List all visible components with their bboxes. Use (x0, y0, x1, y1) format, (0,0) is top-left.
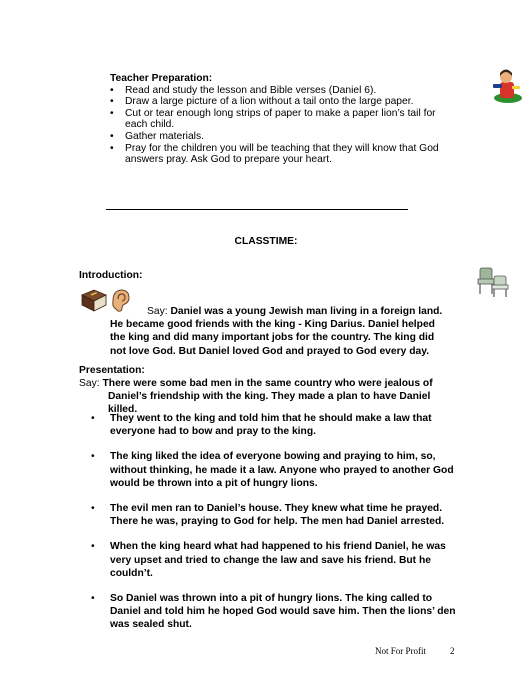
introduction-title: Introduction: (79, 270, 143, 281)
list-item: • Cut or tear enough long strips of paper to make a paper lion’s tail for each child. (110, 108, 450, 131)
teacher-figure-icon (490, 68, 524, 104)
say-label: Say: (79, 378, 100, 389)
presentation-text-first: There were some bad men in the same country who were jealous of (102, 378, 433, 389)
presentation-text-rest: Daniel’s friendship with the king. They made a plan to have Daniel killed. (108, 391, 431, 415)
say-label: Say: (147, 306, 168, 317)
list-item: • So Daniel was thrown into a pit of hungry lions. The king called to Daniel and told him he hoped God would save him. Then the lions’ den was sealed shut. (91, 592, 461, 632)
presentation-say (79, 377, 439, 416)
classtime-heading: CLASSTIME: (234, 236, 298, 247)
presentation-list (91, 412, 461, 644)
section-divider (106, 209, 408, 210)
page-number: 2 (450, 646, 455, 656)
list-item: • The king liked the idea of everyone bowing and praying to him, so, without thinking, he made it a law. Anyone who prayed to another God would be thrown into a pit of hungry lions. (91, 450, 461, 490)
list-item: • They went to the king and told him that he should make a law that everyone had to bow and pray to the king. (91, 412, 461, 438)
list-item: • Gather materials. (110, 131, 450, 143)
bible-book-icon (80, 287, 108, 313)
teacher-preparation-list (110, 85, 450, 166)
list-item: • When the king heard what had happened to his friend Daniel, he was very upset and tried to change the law and save his friend. But he couldn’t. (91, 540, 461, 580)
teacher-preparation-section (110, 73, 450, 166)
list-item: • The evil men ran to Daniel’s house. They knew what time he prayed. There he was, praying to God for help. The men had Daniel arrested. (91, 502, 461, 528)
presentation-title: Presentation: (79, 365, 145, 376)
teacher-preparation-title: Teacher Preparation: (110, 73, 213, 84)
list-item: • Read and study the lesson and Bible verses (Daniel 6). (110, 85, 450, 97)
classroom-chairs-icon (476, 266, 510, 298)
introduction-body: Daniel was a young Jewish man living in a foreign land. He became good friends with the king - King Darius. Daniel helped the king and did many important jobs for the country. The king did not love God. But Daniel loved God and prayed to God every day. (110, 306, 443, 357)
list-item: • Pray for the children you will be teaching that they will know that God answers pray. Ask God to prepare your heart. (110, 143, 450, 166)
introduction-text (110, 305, 450, 358)
list-item: • Draw a large picture of a lion without a tail onto the large paper. (110, 96, 450, 108)
footer-text: Not For Profit (375, 646, 427, 656)
